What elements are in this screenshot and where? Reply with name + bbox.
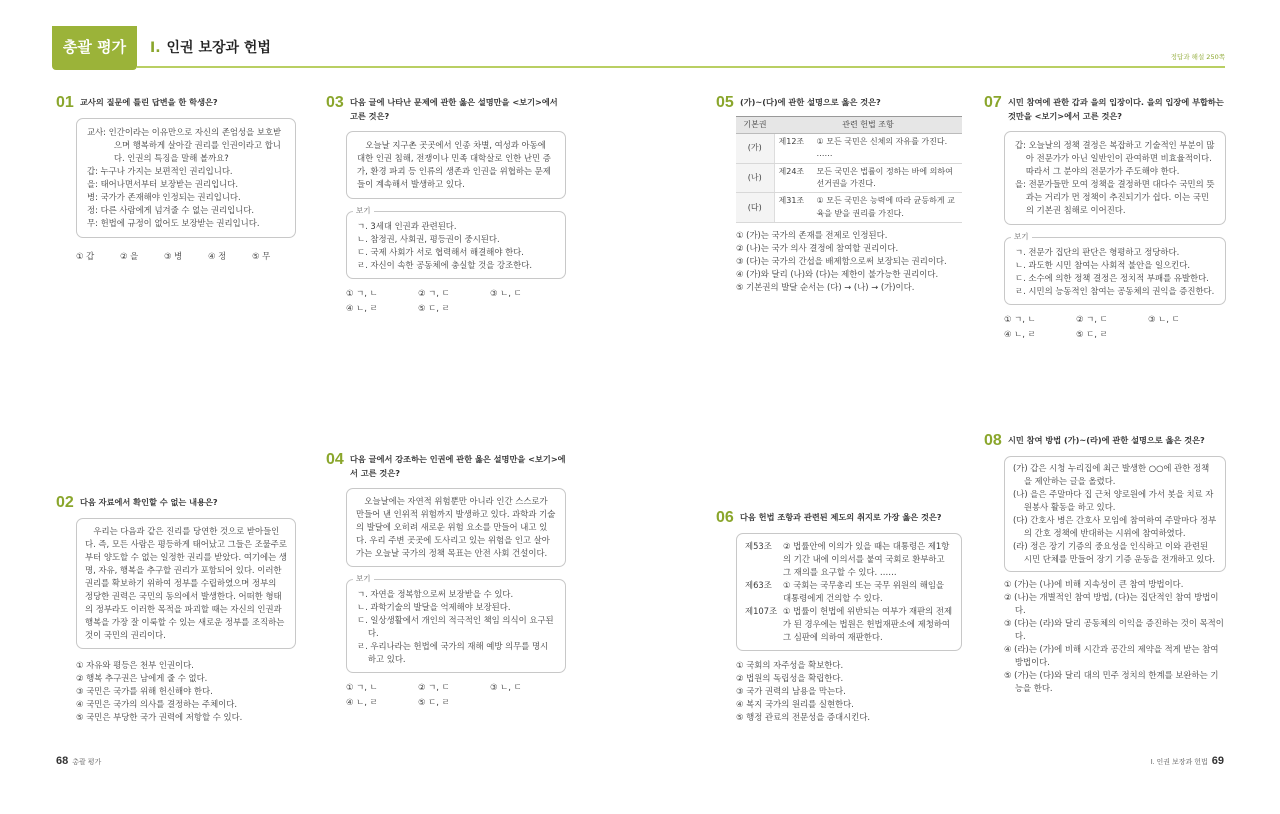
- header-rule: [640, 66, 1225, 68]
- dialogue-line: 갑: 누구나 가지는 보편적인 권리입니다.: [87, 165, 233, 176]
- option[interactable]: ④ ㄴ, ㄹ: [346, 697, 378, 708]
- passage-box: [1004, 456, 1226, 572]
- page-number: 68: [56, 754, 69, 767]
- page-footer-left: [56, 753, 105, 770]
- bogi-item: ㄷ. 소수에 의한 정책 결정은 정치적 부패를 유발한다.: [1015, 273, 1209, 284]
- option[interactable]: ④ 복지 국가의 원리를 실현한다.: [736, 698, 854, 709]
- option[interactable]: ⑤ ㄷ, ㄹ: [418, 303, 450, 314]
- article-no: 제24조: [778, 166, 805, 176]
- article-text: ② 법률안에 이의가 있을 때는 대통령은 제1항의 기간 내에 이의서를 붙여 국회로 환부하고 그 재의를 요구할 수 있다. ……: [783, 540, 950, 577]
- question-text: 다음 헌법 조항과 관련된 제도의 취지로 가장 옳은 것은?: [740, 512, 942, 522]
- dialogue-line: 을: 전문가들만 모여 정책을 결정하면 대다수 국민의 뜻과는 거리가 먼 정책이 추진되기가 쉽다. 이는 국민의 기본권 침해로 이어진다.: [1015, 179, 1215, 216]
- unit-title: I. 인권 보장과 헌법: [150, 40, 271, 56]
- answer-options: [346, 287, 566, 315]
- bogi-box: [1004, 232, 1226, 305]
- question-03: [326, 96, 566, 315]
- dialogue-line: 교사: 인간이라는 이유만으로 자신의 존엄성을 보호받으며 행복하게 살아갈 권리를 인권이라고 합니다. 인권의 특징을 말해 볼까요?: [87, 126, 282, 163]
- option[interactable]: ① ㄱ, ㄴ: [1004, 314, 1036, 325]
- answer-options: [346, 681, 566, 709]
- answer-reference: 정답과 해설 250쪽: [1170, 53, 1225, 61]
- passage-box: [346, 131, 566, 199]
- option[interactable]: ⑤ 국민은 부당한 국가 권력에 저항할 수 있다.: [76, 711, 243, 722]
- option[interactable]: ⑤ 무: [252, 250, 271, 261]
- header-rule: [137, 66, 640, 68]
- passage-item: (다) 간호사 병은 간호사 모임에 참여하여 주말마다 정부의 간호 정책에 반대하는 시위에 참여하였다.: [1013, 514, 1217, 538]
- option[interactable]: ⑤ ㄷ, ㄹ: [418, 697, 450, 708]
- option[interactable]: ② (나)는 개별적인 참여 방법, (다)는 집단적인 참여 방법이다.: [1004, 591, 1219, 615]
- row-key: (가): [736, 133, 774, 163]
- question-number: 07: [984, 94, 1002, 111]
- option[interactable]: ④ 국민은 국가의 의사를 결정하는 주체이다.: [76, 698, 238, 709]
- bogi-title: 보기: [1011, 231, 1032, 243]
- option[interactable]: ② 법원의 독립성을 확립한다.: [736, 672, 844, 683]
- option[interactable]: ⑤ 기본권의 발달 순서는 (다) → (나) → (가)이다.: [736, 282, 915, 293]
- option[interactable]: ③ 국가 권력의 남용을 막는다.: [736, 685, 846, 696]
- question-number: 08: [984, 432, 1002, 449]
- bogi-item: ㄴ. 과도한 시민 참여는 사회적 불안을 일으킨다.: [1015, 260, 1191, 271]
- article-text: ① 모든 국민은 능력에 따라 균등하게 교육을 받을 권리를 가진다.: [816, 196, 955, 218]
- bogi-item: ㄱ. 3세대 인권과 관련된다.: [357, 221, 457, 232]
- option[interactable]: ③ (다)는 국가의 간섭을 배제함으로써 보장되는 권리이다.: [736, 256, 947, 267]
- dialogue-line: 을: 태어나면서부터 보장받는 권리입니다.: [87, 178, 239, 189]
- question-text: 다음 자료에서 확인할 수 없는 내용은?: [80, 497, 218, 507]
- option[interactable]: ② ㄱ, ㄷ: [418, 682, 450, 693]
- option[interactable]: ④ ㄴ, ㄹ: [346, 303, 378, 314]
- right-page: [640, 0, 1280, 814]
- option[interactable]: ② ㄱ, ㄷ: [418, 288, 450, 299]
- question-text: 시민 참여 방법 (가)~(라)에 관한 설명으로 옳은 것은?: [1008, 435, 1205, 445]
- passage-item: (나) 을은 주말마다 집 근처 양로원에 가서 봇을 치료 자원봉사 활동을 하고 있다.: [1013, 488, 1214, 512]
- question-number: 02: [56, 494, 74, 511]
- article-no: 제53조: [745, 540, 772, 551]
- article-no: 제107조: [745, 605, 778, 616]
- question-number: 01: [56, 94, 74, 111]
- option[interactable]: ④ ㄴ, ㄹ: [1004, 329, 1036, 340]
- bogi-item: ㄴ. 과학기술의 발달을 억제해야 보장된다.: [357, 602, 511, 613]
- row-key: (다): [736, 193, 774, 223]
- row-key: (나): [736, 163, 774, 193]
- page-number: 69: [1211, 754, 1224, 767]
- option[interactable]: ④ (가)와 달리 (나)와 (다)는 제한이 불가능한 권리이다.: [736, 269, 939, 280]
- bogi-title: 보기: [353, 573, 374, 585]
- footer-label: 총괄 평가: [72, 758, 102, 766]
- answer-options: [736, 659, 962, 724]
- dialogue-line: 무: 헌법에 규정이 없어도 보장받는 권리입니다.: [87, 217, 260, 228]
- article-no: 제63조: [745, 579, 772, 590]
- dialogue-line: 정: 다른 사람에게 넘겨줄 수 없는 권리입니다.: [87, 204, 255, 215]
- passage-item: (가) 갑은 시청 누리집에 최근 발생한 ○○에 관한 정책을 제안하는 글을 올렸다.: [1013, 462, 1210, 486]
- bogi-item: ㄹ. 시민의 능동적인 참여는 공동체의 권익을 증진한다.: [1015, 286, 1215, 297]
- article-text: ① 모든 국민은 신체의 자유를 가진다. ……: [816, 136, 948, 159]
- option[interactable]: ② 을: [120, 250, 139, 261]
- question-number: 04: [326, 451, 344, 468]
- question-number: 06: [716, 509, 734, 526]
- option[interactable]: ① ㄱ, ㄴ: [346, 682, 378, 693]
- passage-text: 오늘날에는 자연적 위험뿐만 아니라 인간 스스로가 만들어 낸 인위적 위험까지 발생하고 있다. 과학과 기술의 발달에 오히려 새로운 위험 요소를 만들어 내고 있다. 우리 주변 곳곳에 도사리고 있는 위험을 인고 살아가는 오늘날 국가의 정책 목표는 안전 사회 건설이다.: [356, 496, 556, 559]
- dialogue-line: 병: 국가가 존재해야 인정되는 권리입니다.: [87, 191, 241, 202]
- answer-options: [1004, 313, 1226, 341]
- bogi-item: ㄱ. 자연을 정복함으로써 보장받을 수 있다.: [357, 589, 514, 600]
- question-04: [326, 453, 566, 709]
- option[interactable]: ① 자유와 평등은 천부 인권이다.: [76, 659, 194, 670]
- passage-box: [346, 488, 566, 567]
- dialogue-box: [76, 118, 296, 238]
- bogi-item: ㄹ. 자신이 속한 공동체에 충실할 것을 강조한다.: [357, 260, 533, 271]
- bogi-box: [346, 574, 566, 673]
- option[interactable]: ③ (다)는 (라)와 달리 공동체의 이익을 증진하는 것이 목적이다.: [1004, 617, 1224, 641]
- option[interactable]: ③ ㄴ, ㄷ: [1148, 314, 1180, 325]
- article-text: 모든 국민은 법률이 정하는 바에 의하여 선거권을 가진다.: [816, 166, 953, 189]
- table-row: [736, 163, 962, 193]
- option[interactable]: ① 국회의 자주성을 확보한다.: [736, 659, 844, 670]
- bogi-item: ㄷ. 일상생활에서 개인의 적극적인 책임 의식이 요구된다.: [357, 615, 554, 639]
- passage-text: 우리는 다음과 같은 진리를 당연한 것으로 받아들인다. 즉, 모든 사람은 평등하게 태어났고 그들은 조물주로부터 양도할 수 없는 일정한 권리를 받았다. 여기에는 생명, 자유, 행복을 추구할 권리가 포함되어 있다. 이러한 권리를 확보하기 위하여 정부를 수립하였으며 정부의 정당한 권력은 국민의 동의에서 발생한다. 어떠한 형태의 정부라도 이러한 목적을 파괴할 때는 자신의 인권과 행복을 가장 잘 이룩할 수 있는 새로운 정부를 조직하는 것이 국민의 권리이다.: [85, 525, 287, 640]
- question-02: [56, 496, 296, 724]
- question-01: [56, 96, 296, 263]
- option[interactable]: ⑤ ㄷ, ㄹ: [1076, 329, 1108, 340]
- article-no: 제12조: [778, 136, 805, 146]
- option[interactable]: ④ (라)는 (가)에 비해 시간과 공간의 제약을 적게 받는 참여 방법이다.: [1004, 643, 1219, 667]
- question-text: 다음 글에 나타난 문제에 관한 옳은 설명만을 <보기>에서 고른 것은?: [350, 97, 558, 121]
- option[interactable]: ② 행복 추구권은 남에게 줄 수 없다.: [76, 672, 208, 683]
- article-no: 제31조: [778, 196, 805, 206]
- question-text: (가)~(다)에 관한 설명으로 옳은 것은?: [740, 97, 881, 107]
- option[interactable]: ② (나)는 국가 의사 결정에 참여할 권리이다.: [736, 243, 899, 254]
- option[interactable]: ① ㄱ, ㄴ: [346, 288, 378, 299]
- question-08: [984, 434, 1226, 695]
- section-tab: 총괄 평가: [52, 26, 137, 70]
- article-text: ① 국회는 국무총리 또는 국무 위원의 해임을 대통령에게 건의할 수 있다.: [783, 579, 945, 603]
- article-text: ① 법률이 헌법에 위반되는 여부가 재판의 전제가 된 경우에는 법원은 헌법재판소에 제청하여 그 심판에 의하여 재판한다.: [783, 605, 953, 642]
- passage-text: 오늘날 지구촌 곳곳에서 인종 차별, 여성과 아동에 대한 인권 침해, 전쟁이나 민족 대학살로 인한 난민 증가, 환경 파괴 등 인류의 생존과 인권을 위협하는 문제들이 계속해서 발생하고 있다.: [357, 140, 551, 190]
- passage-item: (라) 정은 장기 기증의 중요성을 인식하고 이와 관련된 시민 단체를 만들어 장기 기증 운동을 전개하고 있다.: [1013, 540, 1216, 564]
- table-row: [736, 133, 962, 163]
- option[interactable]: ③ 국민은 국가를 위해 헌신해야 한다.: [76, 685, 213, 696]
- answer-options: [736, 229, 962, 294]
- option[interactable]: ④ 정: [208, 250, 227, 261]
- option[interactable]: ① 갑: [76, 250, 95, 261]
- option[interactable]: ③ ㄴ, ㄷ: [490, 288, 522, 299]
- dialogue-box: [1004, 131, 1226, 225]
- option[interactable]: ⑤ (가)는 (다)와 달리 대의 민주 정치의 한계를 보완하는 기능을 한다.: [1004, 669, 1219, 693]
- footer-label: I. 인권 보장과 헌법: [1150, 758, 1208, 766]
- question-text: 시민 참여에 관한 갑과 을의 입장이다. 을의 입장에 부합하는 것만을 <보기>에서 고른 것은?: [1008, 97, 1224, 121]
- bogi-item: ㄷ. 국제 사회가 서로 협력해서 해결해야 한다.: [357, 247, 524, 258]
- dialogue-line: 갑: 오늘날의 정책 결정은 복잡하고 기술적인 부분이 많아 전문가가 아닌 일반인이 관여하면 비효율적이다. 따라서 그 분야의 전문가가 주도해야 한다.: [1015, 140, 1215, 177]
- answer-options: [1004, 578, 1226, 695]
- question-text: 교사의 질문에 틀린 답변을 한 학생은?: [80, 97, 218, 107]
- option[interactable]: ⑤ 행정 관료의 전문성을 증대시킨다.: [736, 711, 871, 722]
- bogi-item: ㄹ. 우리나라는 헌법에 국가의 재해 예방 의무를 명시하고 있다.: [357, 641, 549, 665]
- answer-options: [76, 250, 296, 263]
- question-05: [716, 96, 962, 294]
- question-text: 다음 글에서 강조하는 인권에 관한 옳은 설명만을 <보기>에서 고른 것은?: [350, 454, 566, 478]
- page-footer-right: [1147, 753, 1224, 770]
- question-number: 03: [326, 94, 344, 111]
- bogi-title: 보기: [353, 205, 374, 217]
- law-table: [736, 116, 962, 224]
- bogi-item: ㄴ. 참정권, 사회권, 평등권이 중시된다.: [357, 234, 500, 245]
- option[interactable]: ① (가)는 국가의 존재를 전제로 인정된다.: [736, 230, 888, 241]
- question-06: [716, 511, 962, 724]
- question-07: [984, 96, 1226, 341]
- option[interactable]: ② ㄱ, ㄷ: [1076, 314, 1108, 325]
- bogi-box: [346, 206, 566, 279]
- option[interactable]: ③ ㄴ, ㄷ: [490, 682, 522, 693]
- law-box: [736, 533, 962, 651]
- table-header: 기본권: [736, 116, 774, 133]
- question-number: 05: [716, 94, 734, 111]
- table-header: 관련 헌법 조항: [774, 116, 962, 133]
- option[interactable]: ③ 병: [164, 250, 183, 261]
- option[interactable]: ① (가)는 (나)에 비해 지속성이 큰 참여 방법이다.: [1004, 578, 1184, 589]
- table-row: [736, 193, 962, 223]
- passage-box: [76, 518, 296, 649]
- answer-options: [76, 659, 296, 724]
- bogi-item: ㄱ. 전문가 집단의 판단은 형평하고 정당하다.: [1015, 247, 1180, 258]
